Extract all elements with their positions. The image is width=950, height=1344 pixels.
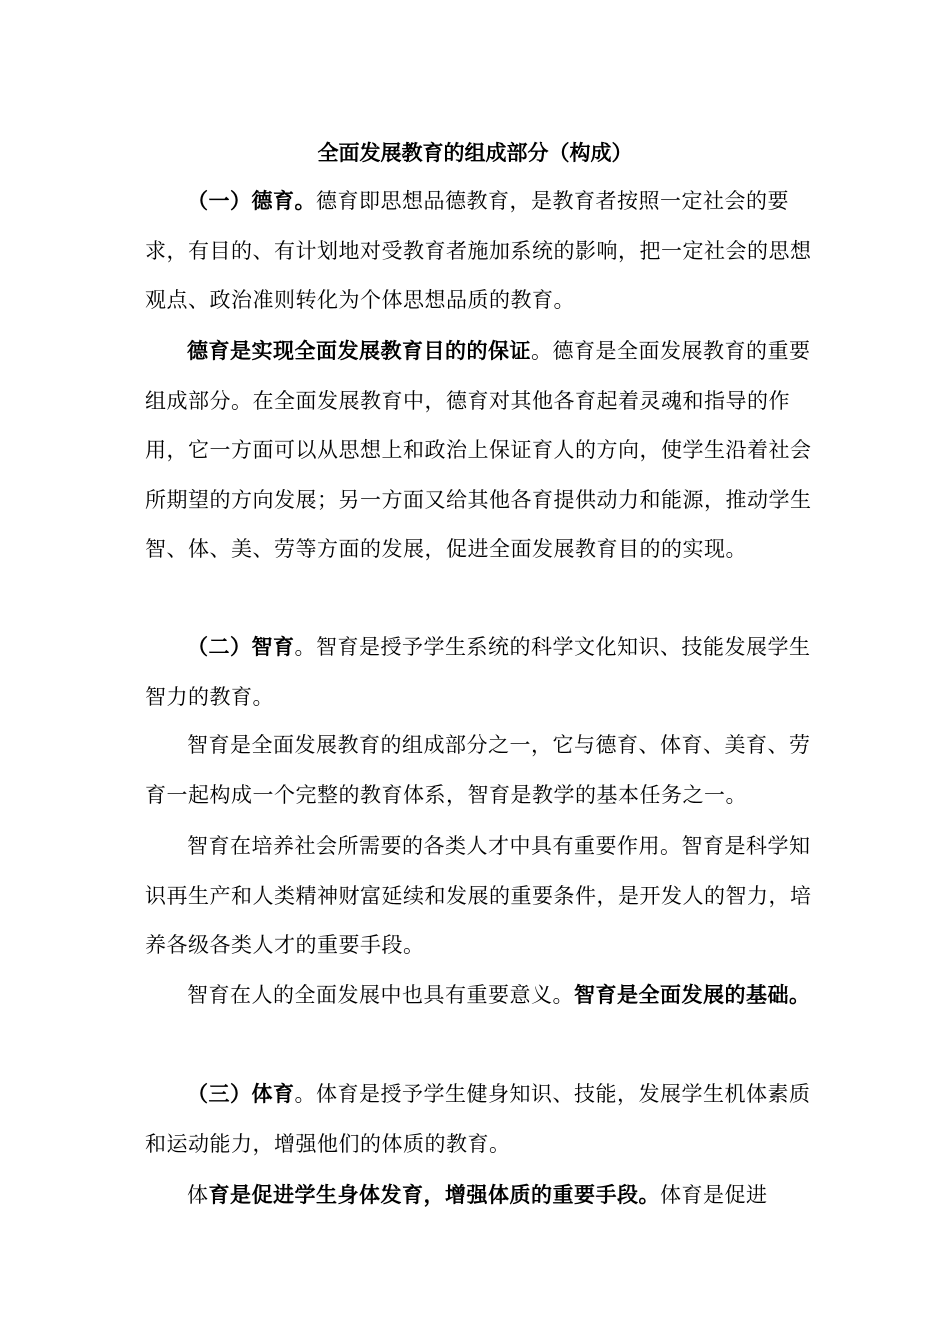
bold-phrase: 德育是实现全面发展教育目的的保证	[187, 338, 531, 363]
paragraph-text: 德育即思想品德教育，是教育者按照一定社会的要求，有目的、有计划地对受教育者施加系统的影响，把一定社会的思想观点、政治准则转化为个体思想品质的教育。	[145, 189, 812, 312]
paragraph-text: 。德育是全面发展教育的重要组成部分。在全面发展教育中，德育对其他各育起着灵魂和指导的作用，它一方面可以从思想上和政治上保证育人的方向，使学生沿着社会所期望的方向发展；另一方面又给其他各育提供动力和能源，推动学生智、体、美、劳等方面的发展，促进全面发展教育目的的实现。	[145, 339, 812, 561]
heading-intellectual-education: （二）智育	[187, 634, 295, 659]
bold-phrase: 育是促进学生身体发育，增强体质的重要手段。	[208, 1182, 660, 1207]
paragraph-moral-guarantee	[145, 326, 825, 575]
paragraph-text: 。智育是授予学生系统的科学文化知识、技能发展学生智力的教育。	[145, 635, 811, 709]
paragraph-physical-education	[145, 1069, 825, 1169]
paragraph-text: 体	[187, 1183, 209, 1207]
paragraph-moral-education	[145, 176, 825, 326]
paragraph-intellectual-education	[145, 622, 825, 722]
paragraph-intellectual-foundation	[145, 970, 825, 1021]
paragraph-intellectual-part	[145, 721, 825, 820]
paragraph-text: 体育是促进	[660, 1183, 768, 1207]
document-title: 全面发展教育的组成部分（构成）	[317, 140, 633, 165]
paragraph-text: 智育在人的全面发展中也具有重要意义。	[187, 983, 574, 1007]
paragraph-text: 。体育是授予学生健身知识、技能，发展学生机体素质和运动能力，增强他们的体质的教育。	[145, 1082, 811, 1156]
heading-physical-education: （三）体育	[187, 1081, 295, 1106]
paragraph-intellectual-talent	[145, 822, 825, 971]
paragraph-text: 智育在培养社会所需要的各类人才中具有重要作用。智育是科学知识再生产和人类精神财富延续和发展的重要条件，是开发人的智力，培养各级各类人才的重要手段。	[145, 834, 812, 957]
paragraph-text: 智育是全面发展教育的组成部分之一，它与德育、体育、美育、劳育一起构成一个完整的教育体系，智育是教学的基本任务之一。	[145, 733, 811, 807]
paragraph-physical-means	[145, 1170, 825, 1221]
heading-moral-education: （一）德育。	[187, 188, 316, 213]
bold-phrase: 智育是全面发展的基础。	[574, 982, 811, 1007]
